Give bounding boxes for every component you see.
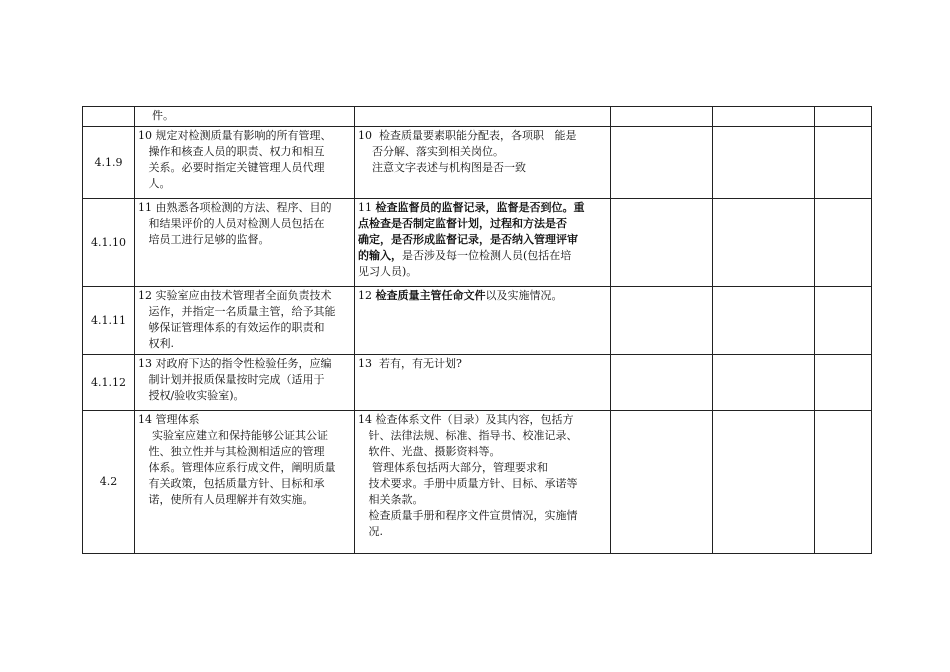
requirement-text: 11 由熟悉各项检测的方法、程序、目的 和结果评价的人员对检测人员包括在 培员工进行足够的监督。 xyxy=(135,199,355,287)
remark-cell xyxy=(815,127,872,199)
remark-cell xyxy=(815,411,872,554)
check-method-text xyxy=(355,411,611,554)
check-segment: 是否涉及每一位检测人员(包括在培 见习人员)。 xyxy=(358,249,572,278)
remark-cell xyxy=(815,107,872,127)
requirement-text: 12 实验室应由技术管理者全面负责技术 运作，并指定一名质量主管，给予其能 够保证管理体系的有效运作的职责和 权利. xyxy=(135,287,355,355)
check-method-text xyxy=(355,287,611,355)
clause-number: 4.1.12 xyxy=(83,355,135,411)
check-segment: 11 xyxy=(358,201,376,214)
requirement-text: 件。 xyxy=(135,107,355,127)
clause-number: 4.2 xyxy=(83,411,135,554)
result-cell xyxy=(611,127,713,199)
table-row xyxy=(83,107,872,127)
check-segment: 10 检查质量要素职能分配表，各项职 能是 否分解、落实到相关岗位。 注意文字表述与机构图是否一致 xyxy=(358,129,577,174)
check-segment: 以及实施情况。 xyxy=(485,289,563,302)
check-segment: 12 xyxy=(358,289,376,302)
result-cell xyxy=(611,107,713,127)
clause-number: 4.1.9 xyxy=(83,127,135,199)
check-segment: 14 检查体系文件（目录）及其内容，包括方 针、法律法规、标准、指导书、校准记录、 软件、光盘、摄影资料等。 管理体系包括两大部分，管理要求和 技术要求。手册中质量方针、目标、承诺等 相关条款。 检查质量手册和程序文件宣贯情况，实施情 况. xyxy=(358,413,578,538)
evidence-cell xyxy=(713,411,815,554)
evidence-cell xyxy=(713,107,815,127)
requirement-text: 13 对政府下达的指令性检验任务，应编 制计划并报质保量按时完成（适用于 授权/验收实验室)。 xyxy=(135,355,355,411)
table-row xyxy=(83,127,872,199)
table-row xyxy=(83,199,872,287)
checklist-table xyxy=(82,106,872,554)
check-method-text xyxy=(355,199,611,287)
table-row xyxy=(83,287,872,355)
evidence-cell xyxy=(713,287,815,355)
requirement-text: 10 规定对检测质量有影响的所有管理、 操作和核查人员的职责、权力和相互 关系。必要时指定关键管理人员代理 人。 xyxy=(135,127,355,199)
requirement-text: 14 管理体系 实验室应建立和保持能够公证其公证 性、独立性并与其检测相适应的管理 体系。管理体应系行成文件，阐明质量 有关政策，包括质量方针、目标和承 诺，使所有人员理解并有效实施。 xyxy=(135,411,355,554)
table-row xyxy=(83,355,872,411)
result-cell xyxy=(611,287,713,355)
result-cell xyxy=(611,355,713,411)
evidence-cell xyxy=(713,355,815,411)
evidence-cell xyxy=(713,127,815,199)
check-emphasis: 检查质量主管任命文件 xyxy=(375,289,486,302)
check-segment: 13 若有，有无计划? xyxy=(358,357,462,370)
remark-cell xyxy=(815,199,872,287)
table-row xyxy=(83,411,872,554)
clause-number xyxy=(83,107,135,127)
check-method-text xyxy=(355,107,611,127)
result-cell xyxy=(611,411,713,554)
checklist-body xyxy=(83,107,872,554)
check-method-text xyxy=(355,127,611,199)
check-emphasis: 检查监督员的监督记录，监督是否到位。重 点检查是否制定监督计划，过程和方法是否 确定，是否形成监督记录，是否纳入管理评审 的输入， xyxy=(358,201,585,262)
check-method-text xyxy=(355,355,611,411)
remark-cell xyxy=(815,355,872,411)
result-cell xyxy=(611,199,713,287)
clause-number: 4.1.11 xyxy=(83,287,135,355)
evidence-cell xyxy=(713,199,815,287)
clause-number: 4.1.10 xyxy=(83,199,135,287)
remark-cell xyxy=(815,287,872,355)
